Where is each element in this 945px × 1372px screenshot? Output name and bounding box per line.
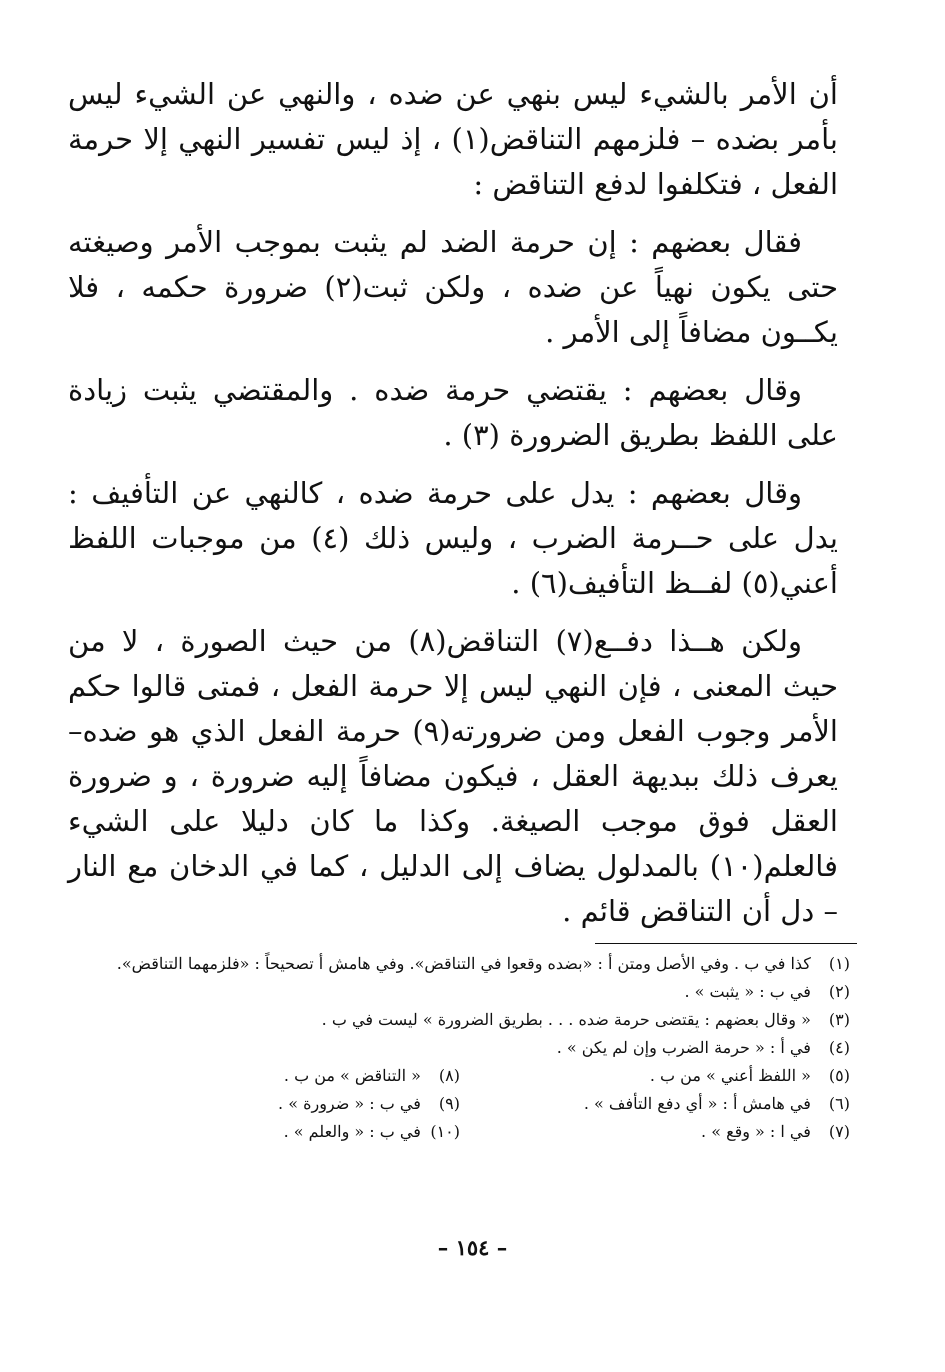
footnote-number: (٦): [828, 1094, 850, 1113]
footnote-number: (٢): [828, 982, 850, 1001]
paragraph-2: فقال بعضهم : إن حرمة الضد لم يثبت بموجب الأمر وصيغته حتى يكون نهياً عن ضده ، ولكن ثبت(٢) ضرورة حكمه ، فلا يكــون مضافاً إلى الأمر .: [68, 225, 838, 349]
paragraph-3: وقال بعضهم : يقتضي حرمة ضده . والمقتضي يثبت زيادة على اللفظ بطريق الضرورة (٣) .: [68, 373, 838, 452]
footnote-number: (٣): [828, 1010, 850, 1029]
footnote-text: في ب : « ضرورة » .: [278, 1094, 421, 1113]
footnote-2: [70, 978, 850, 1006]
footnote-number: (٥): [828, 1066, 850, 1085]
footnotes: [70, 950, 850, 1146]
footnote-10: [70, 1118, 460, 1146]
footnote-text: « اللفظ أعني » من ب .: [649, 1066, 811, 1085]
paragraph-1: أن الأمر بالشيء ليس بنهي عن ضده ، والنهي عن الشيء ليس بأمر بضده – فلزمهم التناقض(١) ، إذ ليس تفسير النهي إلا حرمة الفعل ، فتكلفوا لدفع التناقض :: [68, 77, 838, 201]
footnote-separator: [595, 943, 857, 944]
footnote-8: [70, 1062, 460, 1090]
footnote-text: كذا في ب . وفي الأصل ومتن أ : «بضده وقعوا في التناقض». وفي هامش أ تصحيحاً : «فلزمهما التناقض».: [116, 954, 811, 973]
footnote-text: « وقال بعضهم : يقتضى حرمة ضده . . . بطريق الضرورة » ليست في ب .: [321, 1010, 811, 1029]
footnote-text: في هامش أ : « أي دفع التأفف » .: [583, 1094, 811, 1113]
footnote-number: (٧): [828, 1122, 850, 1141]
footnote-text: في ب : « يثبت » .: [684, 982, 811, 1001]
footnote-text: في أ : « حرمة الضرب وإن لم يكن » .: [556, 1038, 811, 1057]
page-number: – ١٥٤ –: [437, 1235, 508, 1260]
footnote-7: [460, 1118, 850, 1146]
footnote-text: في ب : « والعلم » .: [283, 1122, 421, 1141]
footnote-row: [70, 1090, 850, 1118]
footnote-9: [70, 1090, 460, 1118]
paragraph-5: ولكن هــذا دفــع(٧) التناقض(٨) من حيث الصورة ، لا من حيث المعنى ، فإن النهي ليس إلا حرمة الفعل ، فمتى قالوا حكم الأمر وجوب الفعل ومن ضرورته(٩) حرمة الفعل الذي هو ضده–يعرف ذلك ببديهة العقل ، فيكون مضافاً إليه ضرورة ، و ضرورة العقل فوق موجب الصيغة. وكذا ما كان دليلا على الشيء فالعلم(١٠) بالمدلول يضاف إلى الدليل ، كما في الدخان مع النار – دل أن التناقض قائم .: [68, 624, 838, 928]
footnote-number: (١٠): [430, 1122, 460, 1141]
paragraph-4: وقال بعضهم : يدل على حرمة ضده ، كالنهي عن التأفيف : يدل على حــرمة الضرب ، وليس ذلك (٤) من موجبات اللفظ أعني(٥) لفــظ التأفيف(٦) .: [68, 476, 838, 600]
footnote-6: [460, 1090, 850, 1118]
footnote-row: [70, 1062, 850, 1090]
footnote-number: (١): [828, 954, 850, 973]
footnote-5: [460, 1062, 850, 1090]
footnote-number: (٨): [438, 1066, 460, 1085]
footnote-row: [70, 1118, 850, 1146]
footnote-text: « التناقض » من ب .: [283, 1066, 421, 1085]
footnote-4: [70, 1034, 850, 1062]
footnote-3: [70, 1006, 850, 1034]
footnote-number: (٤): [828, 1038, 850, 1057]
body-text: [68, 72, 838, 947]
footnote-text: في ا : « وقع » .: [701, 1122, 811, 1141]
footnote-number: (٩): [438, 1094, 460, 1113]
footnote-1: [70, 950, 850, 978]
